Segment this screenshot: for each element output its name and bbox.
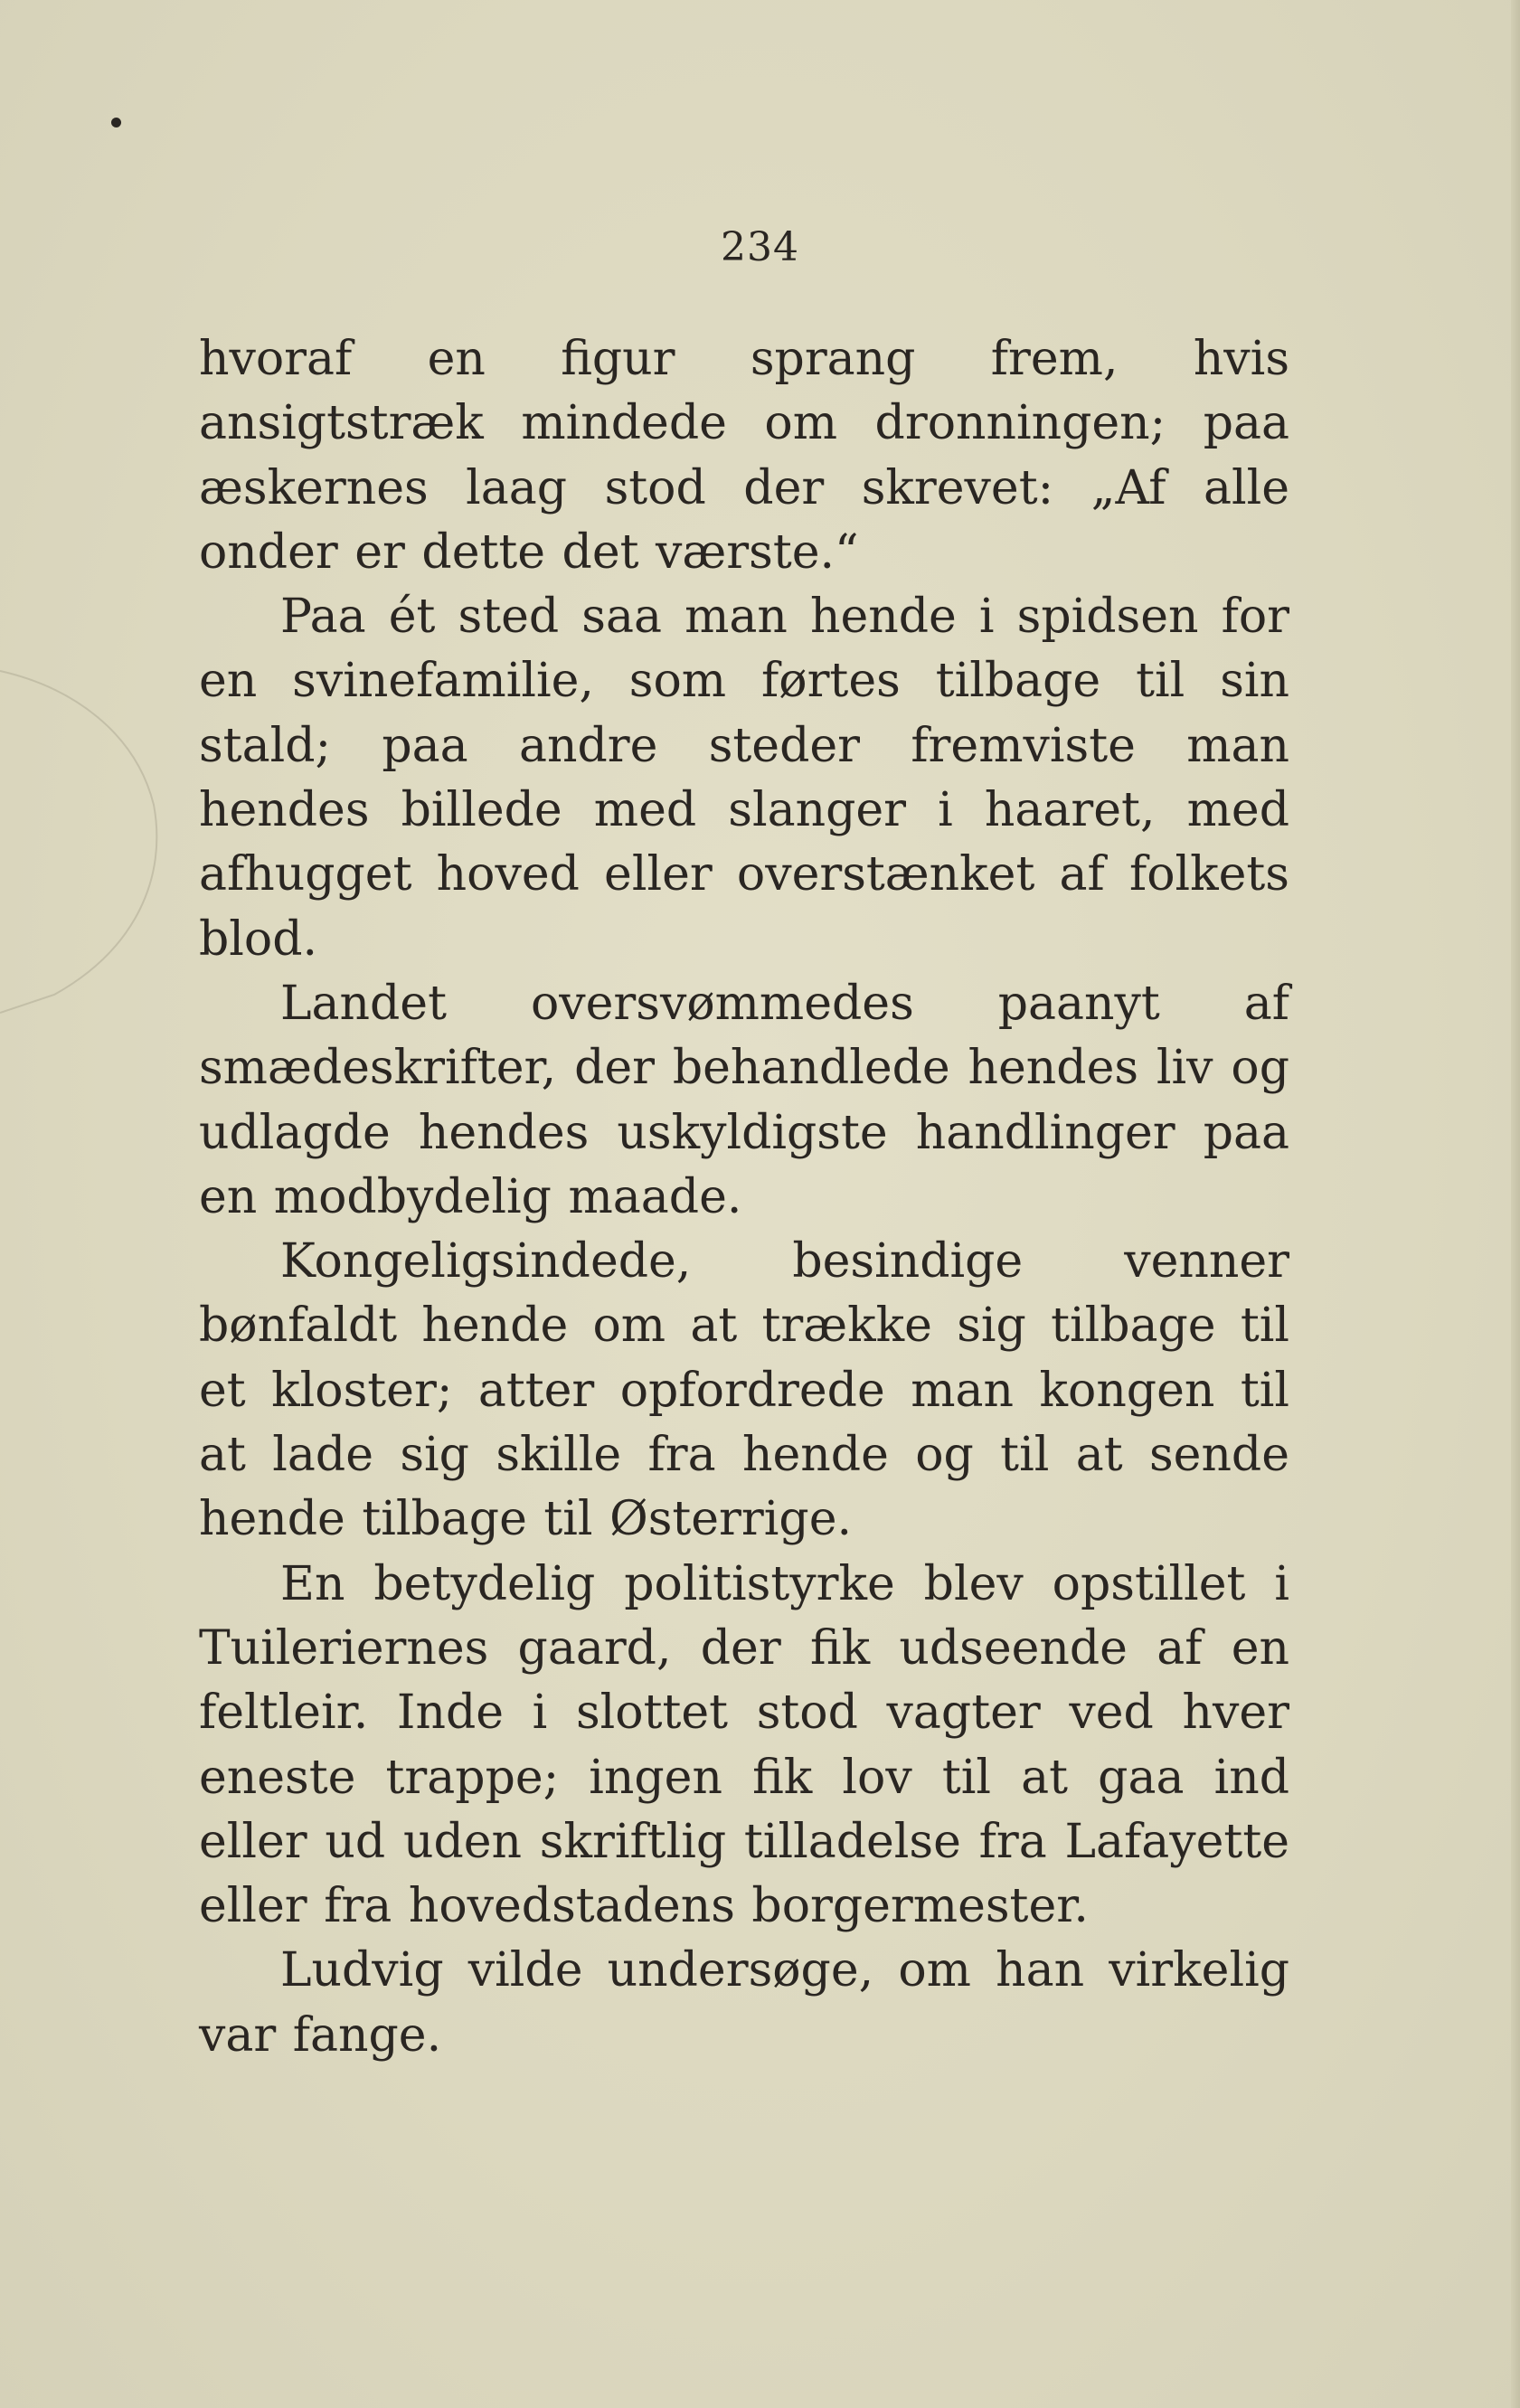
body-text: [199, 327, 1289, 2068]
paragraph-5: En betydelig politistyrke blev opstillet i Tuileriernes gaard, der fik udseende af en feltleir. Inde i slottet stod vagter ved hver eneste trappe; ingen fik lov til at gaa ind eller ud uden skriftlig tilladelse fra Lafayette eller fra hovedstadens borgermester.: [199, 1556, 1289, 1934]
paragraph-2: Paa ét sted saa man hende i spidsen for en svinefamilie, som førtes tilbage til sin stald; paa andre steder fremviste man hendes billede med slanger i haaret, med afhugget hoved eller overstænket af folkets blod.: [199, 590, 1289, 967]
bleed-through-arc: [0, 651, 172, 1031]
page-number: 234: [721, 224, 799, 270]
page-edge: [1511, 0, 1520, 2408]
paragraph-3: Landet oversvømmedes paanyt af smædeskrifter, der behandlede hendes liv og udlagde hendes uskyldigste handlinger paa en modbydelig maade.: [199, 976, 1289, 1224]
ink-dot-mark: [111, 118, 121, 127]
paragraph-4: Kongeligsindede, besindige venner bønfaldt hende om at trække sig tilbage til et kloster; atter opfordrede man kongen til at lade sig skille fra hende og til at sende hende tilbage til Østerrige.: [199, 1234, 1289, 1547]
paragraph-6: Ludvig vilde undersøge, om han virkelig var fange.: [199, 1943, 1289, 2063]
paragraph-1: hvoraf en figur sprang frem, hvis ansigtstræk mindede om dronningen; paa æskernes laag stod der skrevet: „Af alle onder er dette det værste.“: [199, 332, 1289, 580]
